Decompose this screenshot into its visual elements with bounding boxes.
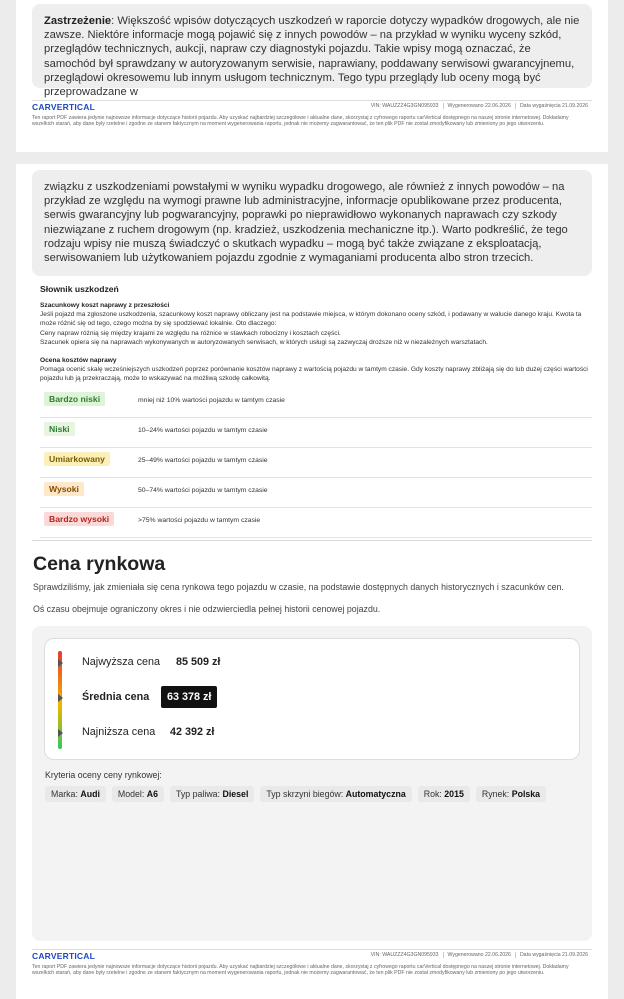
disclaimer-continued: związku z uszkodzeniami powstałymi w wyniku wypadku drogowego, ale również z innych powodów – na przykład ze względu na wymogi prawne lub administracyjne, informacje opublikowane przez producenta, serwis gwarancyjny lub pogwarancyjny, poprawki po nieprawidłowo wykonanych naprawach czy szkody niezwiązane z ruchem drogowym (np. kradzież, uszkodzenia mechaniczne itp.). Warto podkreślić, że tego rodzaju wpisy nie muszą świadczyć o skutkach wypadku – mogą być także związane z eksploatacją, serwisowaniem lub użytkowaniem pojazdu zgodnie z wymaganiami producenta albo stron trzecich. [32,170,592,276]
scale-row [40,478,592,508]
cost-eval-section [40,356,590,384]
lowest-price-value: 42 392 zł [170,726,215,738]
scale-row [40,448,592,478]
scale-row [40,418,592,448]
criteria-chip-market: Rynek: Polska [476,786,546,802]
cost-eval-title: Ocena kosztów naprawy [40,357,117,364]
price-summary-card [44,638,580,760]
scale-badge: Niski [44,422,75,436]
scale-row [40,508,592,538]
footer-meta [367,103,592,109]
criteria-list [45,786,546,802]
carvertical-logo: CARVERTICAL [32,951,95,961]
repair-cost-line3: Szacunek opiera się na naprawach wykonywanych w autoryzowanych serwisach, w których usługi są zazwyczaj droższe niż w niezależnych warsztatach. [40,338,488,346]
report-page-1 [16,0,608,152]
scale-desc: 10–24% wartości pojazdu w tamtym czasie [138,427,268,434]
criteria-chip-gearbox: Typ skrzyni biegów: Automatyczna [260,786,411,802]
footer-generated: Wygenerowano 22.06.2026 [443,952,515,958]
avg-marker-icon [58,694,63,702]
lowest-price-label: Najniższa cena [82,726,156,738]
average-price-value: 63 378 zł [161,686,217,708]
scale-desc: 50–74% wartości pojazdu w tamtym czasie [138,487,268,494]
carvertical-logo: CARVERTICAL [32,102,95,112]
footer-generated: Wygenerowano 22.06.2026 [443,103,515,109]
disclaimer-box [32,4,592,99]
highest-price-value: 85 509 zł [176,656,221,668]
page-footer [32,100,592,128]
footer-vin: VIN: WAUZZZ4G3GN095933 [370,952,439,958]
report-page-2 [16,164,608,999]
market-price-panel [32,626,592,941]
criteria-chip-model: Model: A6 [112,786,164,802]
scale-row [40,388,592,418]
scale-badge: Bardzo niski [44,392,105,406]
disclaimer-label: Zastrzeżenie [44,15,112,27]
low-marker-icon [58,729,63,737]
cost-eval-text: Pomaga ocenić skalę wcześniejszych uszkodzeń poprzez porównanie kosztów naprawy z wartością pojazdu w tamtym czasie. Gdy koszty naprawy zbliżają się do lub dużej części wartości pojazdu lub ją przekraczają, może to wskazywać na możliwą szkodę całkowitą. [40,366,588,383]
cost-scale [40,388,592,538]
average-price-label: Średnia cena [82,691,150,703]
criteria-chip-year: Rok: 2015 [418,786,470,802]
scale-desc: mniej niż 10% wartości pojazdu w tamtym czasie [138,397,285,404]
glossary-title: Słownik uszkodzeń [40,284,119,294]
repair-cost-text: Jeśli pojazd ma zgłoszone uszkodzenia, szacunkowy koszt naprawy obliczany jest na podstawie miejsca, w którym dokonano oceny szkód, i podawany w walucie danego kraju. Kwota ta może różnić się od tego, czego można by się spodziewać lokalnie. Oto dlaczego: [40,311,582,328]
highest-price-label: Najwyższa cena [82,656,161,668]
repair-cost-title: Szacunkowy koszt naprawy z przeszłości [40,302,170,309]
market-price-intro: Sprawdziliśmy, jak zmieniała się cena rynkowa tego pojazdu w czasie, na podstawie dostępnych danych historycznych i szacunków cen. [33,582,564,592]
disclaimer-text: : Większość wpisów dotyczących uszkodzeń w raporcie dotyczy wypadków drogowych, ale nie zawsze. Niektóre informacje mogą pojawić się z innych powodów – na przykład w wyniku wyceny szkód, przeglądów technicznych, aukcji, napraw czy diagnostyki pojazdu. Takie wpisy mogą oznaczać, że samochód był sprawdzany w autoryzowanym serwisie, naprawiany, poddawany serwisowi gwarancyjnemu, przeglądowi okresowemu lub innym usługom technicznym. Tego typu przeglądy lub oceny mogą być przeprowadzane w [44,15,580,99]
criteria-chip-fuel: Typ paliwa: Diesel [170,786,254,802]
criteria-chip-make: Marka: Audi [45,786,106,802]
scale-badge: Bardzo wysoki [44,512,114,526]
high-marker-icon [58,659,63,667]
footer-vin: VIN: WAUZZZ4G3GN095933 [370,103,439,109]
footer-legal: Ten raport PDF zawiera jedynie najnowsze informacje dotyczące historii pojazdu. Aby uzyskać najbardziej szczegółowe i aktualne dane, skorzystaj z cyfrowego raportu carVertical dostępnego na naszej stronie internetowej. Dokładamy wszelkich starań, aby dane były rzetelne i zgodne ze stanem faktycznym na moment wygenerowania raportu, jednak nie możemy zagwarantować, że ten plik PDF nie został zmodyfikowany lub zmieniony po jego utworzeniu. [32,964,569,977]
criteria-title: Kryteria oceny ceny rynkowej: [45,770,162,780]
page-footer [32,949,592,977]
scale-badge: Wysoki [44,482,84,496]
footer-expiry: Data wygaśnięcia 21.09.2026 [515,103,592,109]
scale-desc: 25–49% wartości pojazdu w tamtym czasie [138,457,268,464]
footer-legal: Ten raport PDF zawiera jedynie najnowsze informacje dotyczące historii pojazdu. Aby uzyskać najbardziej szczegółowe i aktualne dane, skorzystaj z cyfrowego raportu carVertical dostępnego na naszej stronie internetowej. Dokładamy wszelkich starań, aby dane były rzetelne i zgodne ze stanem faktycznym na moment wygenerowania raportu, jednak nie możemy zagwarantować, że ten plik PDF nie został zmodyfikowany lub zmieniony po jego utworzeniu. [32,115,569,128]
footer-expiry: Data wygaśnięcia 21.09.2026 [515,952,592,958]
footer-meta [367,952,592,958]
repair-cost-line2: Ceny napraw różnią się między krajami ze względu na różnice w stawkach robocizny i kosztach części. [40,329,341,337]
scale-badge: Umiarkowany [44,452,110,466]
repair-cost-section [40,301,590,347]
market-price-note: Oś czasu obejmuje ograniczony okres i nie odzwierciedla pełnej historii cenowej pojazdu. [33,604,381,614]
scale-desc: >75% wartości pojazdu w tamtym czasie [138,517,261,524]
market-price-title: Cena rynkowa [33,553,166,575]
section-divider [32,540,592,541]
